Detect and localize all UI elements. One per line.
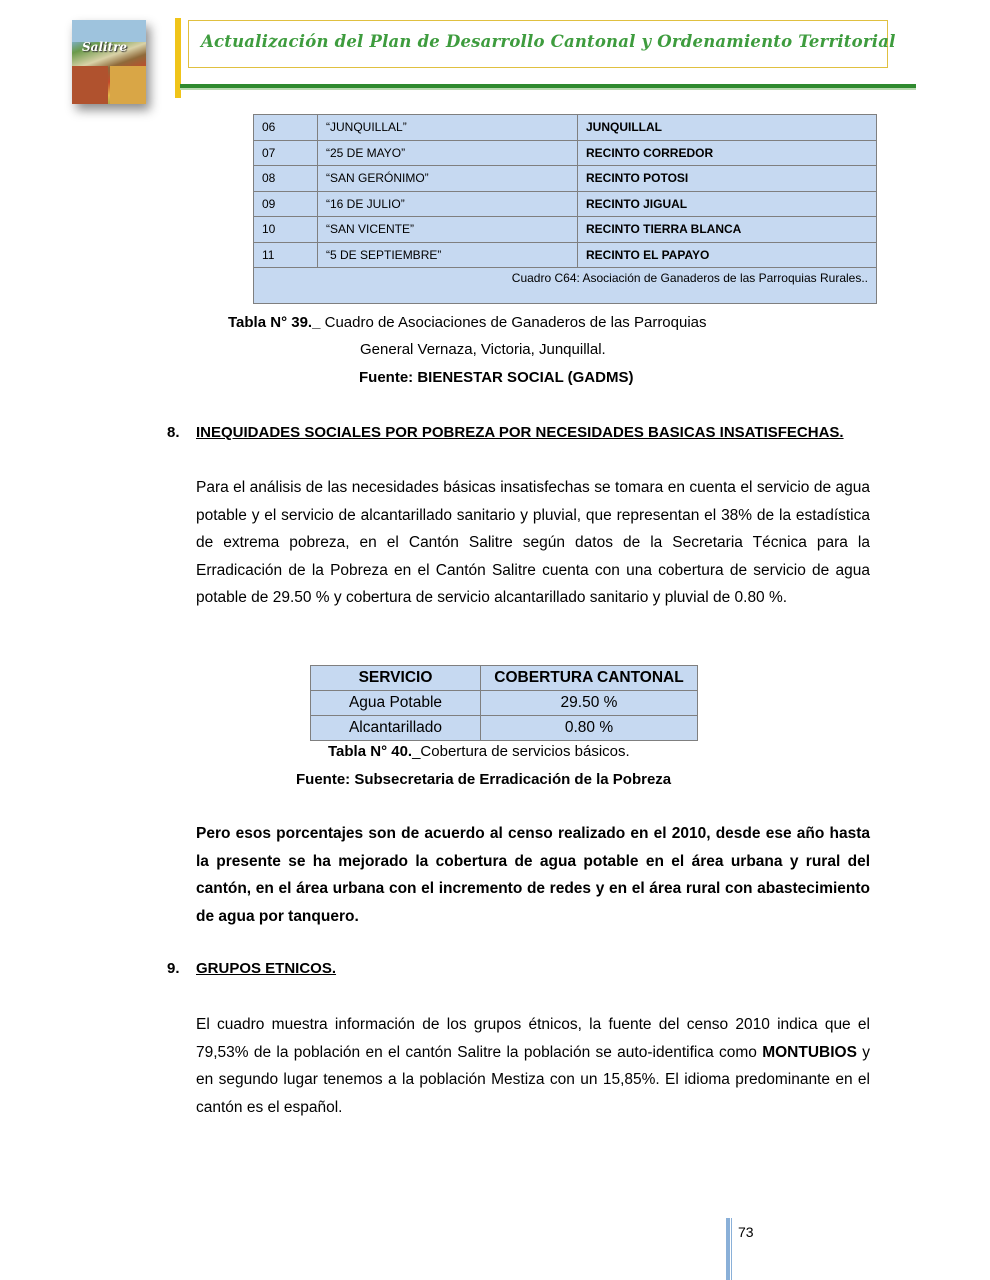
table-39-caption: [228, 314, 707, 331]
header-divider-shadow: [180, 88, 916, 90]
para-text: y en segundo lugar tenemos a la población Mestiza con un 15,85%. El idioma predominante en el cantón es el español.: [196, 1043, 870, 1116]
section-title: GRUPOS ETNICOS.: [196, 960, 337, 977]
table-header-row: [311, 666, 698, 691]
table-row: [254, 242, 877, 268]
salitre-logo: [72, 20, 146, 104]
cell-num: 10: [254, 217, 318, 243]
table-39-source: Fuente: BIENESTAR SOCIAL (GADMS): [359, 369, 634, 386]
cell-coverage: 29.50 %: [481, 691, 698, 716]
table-note-row: [254, 268, 877, 304]
cell-name: “SAN VICENTE”: [318, 217, 578, 243]
cell-name: “SAN GERÓNIMO”: [318, 166, 578, 192]
bold-paragraph: Pero esos porcentajes son de acuerdo al censo realizado en el 2010, desde ese año hasta la presente se ha mejorado la cobertura de agua potable en el área urbana y rural del cantón, en el área urbana con el incremento de redes y en el área rural con abastecimiento de agua por tanquero.: [196, 825, 870, 925]
caption-label: Tabla N° 40.: [328, 743, 413, 760]
cell-place: JUNQUILLAL: [578, 115, 877, 141]
header-title-box: [188, 20, 896, 68]
cell-service: Alcantarillado: [311, 716, 481, 741]
table-row: [311, 716, 698, 741]
table-39-caption-line2: General Vernaza, Victoria, Junquillal.: [360, 341, 606, 358]
table-row: [254, 115, 877, 141]
cell-name: “25 DE MAYO”: [318, 140, 578, 166]
cell-num: 06: [254, 115, 318, 141]
logo-label: Salitre: [82, 40, 128, 54]
page-number-bar-thin: [731, 1218, 732, 1280]
cell-service: Agua Potable: [311, 691, 481, 716]
section-number: 9.: [167, 960, 180, 977]
section-number: 8.: [167, 424, 180, 441]
para-bold-term: MONTUBIOS: [762, 1043, 857, 1061]
section-9-heading: [167, 960, 336, 977]
table-39: [253, 114, 877, 304]
table-40-caption: [328, 743, 630, 760]
cell-coverage: 0.80 %: [481, 716, 698, 741]
header-title: Actualización del Plan de Desarrollo Cantonal y Ordenamiento Territorial: [201, 32, 896, 51]
cell-place: RECINTO EL PAPAYO: [578, 242, 877, 268]
para-text: El cuadro muestra información de los grupos étnicos, la fuente del censo 2010 indica que el 79,53% de la población en el cantón Salitre la población se auto-identifica como: [196, 1016, 870, 1061]
caption-text: _Cobertura de servicios básicos.: [412, 743, 630, 760]
cell-name: “16 DE JULIO”: [318, 191, 578, 217]
caption-text: Cuadro de Asociaciones de Ganaderos de las Parroquias: [320, 314, 707, 331]
cell-place: RECINTO TIERRA BLANCA: [578, 217, 877, 243]
section-8-paragraph: Para el análisis de las necesidades básicas insatisfechas se tomara en cuenta el servicio de agua potable y el servicio de alcantarillado sanitario y pluvial, que representan el 38% de la estadística de extrema pobreza, en el Cantón Salitre según datos de la Secretaria Técnica para la Erradicación de la Pobreza en el Cantón Salitre cuenta con una cobertura de servicio de agua potable de 29.50 % y cobertura de servicio alcantarillado sanitario y pluvial de 0.80 %.: [196, 479, 870, 606]
table-row: [254, 217, 877, 243]
table-row: [254, 140, 877, 166]
cell-place: RECINTO POTOSI: [578, 166, 877, 192]
cell-place: RECINTO JIGUAL: [578, 191, 877, 217]
table-row: [254, 166, 877, 192]
table-row: [311, 691, 698, 716]
header-cell: COBERTURA CANTONAL: [481, 666, 698, 691]
section-title: INEQUIDADES SOCIALES POR POBREZA POR NECESIDADES BASICAS INSATISFECHAS.: [196, 424, 844, 441]
header-cell: SERVICIO: [311, 666, 481, 691]
cell-num: 11: [254, 242, 318, 268]
table-row: [254, 191, 877, 217]
table-note: Cuadro C64: Asociación de Ganaderos de las Parroquias Rurales..: [254, 268, 877, 304]
cell-place: RECINTO CORREDOR: [578, 140, 877, 166]
page-number: 73: [738, 1224, 754, 1240]
section-9-paragraph: [196, 1011, 870, 1121]
cell-name: “5 DE SEPTIEMBRE”: [318, 242, 578, 268]
caption-label: Tabla N° 39._: [228, 314, 321, 331]
cell-num: 09: [254, 191, 318, 217]
section-8-heading: [167, 424, 844, 441]
table-40-source: Fuente: Subsecretaria de Erradicación de la Pobreza: [296, 771, 672, 788]
cell-name: “JUNQUILLAL”: [318, 115, 578, 141]
cell-num: 08: [254, 166, 318, 192]
cell-num: 07: [254, 140, 318, 166]
table-40: [310, 665, 698, 741]
page-number-bar: [726, 1218, 730, 1280]
